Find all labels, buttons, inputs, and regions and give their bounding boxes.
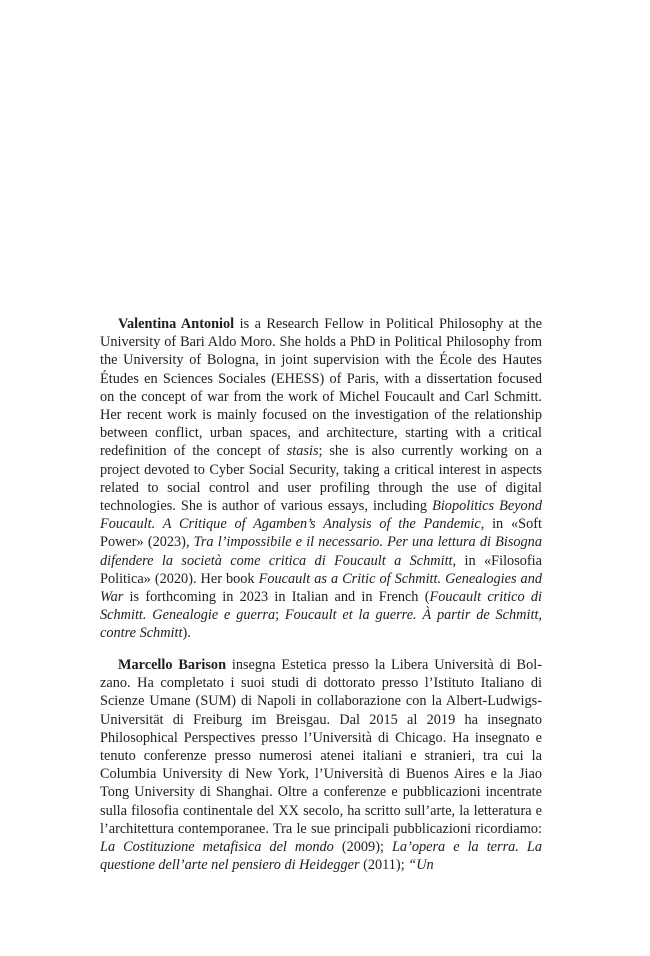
publication-title: “Un [408,857,434,874]
publication-title: Foucault et la guerre. À partir de Schmitt, contre Schmitt [100,607,542,642]
publication-title: Biopolitics Beyond Foucault. A Critique of Agamben’s Analysis of the Pandemic [100,498,542,533]
bio-text: is a Research Fellow in Political Philosophy at the University of Bari Aldo Moro. She holds a PhD in Political Philosophy from the University of Bologna, in joint supervision with the École des Hautes Études en Sciences Sociales (EHESS) of Paris, with a dissertation focused on the concept of war from the work of Michel Foucault and Carl Schmitt. Her recent work is mainly focused on the investigation of the relationship between conflict, urban spaces, and architecture, starting with a critical redefinition of the concept of [100,316,543,460]
bio-text: ; [275,607,285,624]
publication-title: La’opera e la terra. La questione dell’arte nel pensiero di Heidegger [100,839,542,874]
publication-title: Foucault as a Critic of Schmitt. Genealogies and War [100,570,542,606]
bio-text: ; she is also currently working on a project devoted to Cyber Social Security, taking a critical interest in aspects related to social control and user profiling through the use of digital technologies. She is author of various essays, including [100,443,542,515]
bio-marcello-barison [100,656,542,874]
bio-text: , in «Filosofia Politica» (2020). Her book [100,552,542,587]
bio-text: insegna Estetica presso la Libera Università di Bolzano. Ha completato i suoi studi di dottorato presso l’Istituto Italiano di Scienze Umane (SUM) di Napoli in collaborazione con la Albert-Ludwigs-Universität di Freiburg im Breisgau. Dal 2015 al 2019 ha insegnato Philosophical Perspectives presso l’Università di Chicago. Ha insegnato e tenuto conferenze presso numerosi atenei italiani e stranieri, tra cui la Columbia University di New York, l’Università di Buenos Aires e la Jiao Tong University di Shanghai. Oltre a conferenze e pubblicazioni incentrate sulla filosofia continentale del XX secolo, ha scritto sull’arte, la letteratura e l’architettura contemporanee. Tra le sue principali pubblicazioni ricordiamo: [100,657,542,837]
author-name: Valentina Antoniol [118,316,235,332]
publication-title: La Costituzione metafisica del mondo [100,839,334,856]
publication-title: Foucault critico di Schmitt. Genealogie e guerra [100,589,542,624]
bio-italic-term: stasis [286,443,319,460]
bio-valentina-antoniol [100,315,542,643]
author-name: Marcello Barison [118,657,227,673]
bio-text: ). [182,625,191,642]
bio-text: , in «Soft Power» (2023), [100,516,542,551]
bio-text: is forthcoming in 2023 in Italian and in French ( [123,589,430,606]
bio-text: (2011); [359,857,409,874]
publication-title: Tra l’impossibile e il necessario. Per una lettura di Bisogna difendere la società come critica di Foucault a Schmitt [100,534,542,569]
bio-text: (2009); [333,839,392,856]
